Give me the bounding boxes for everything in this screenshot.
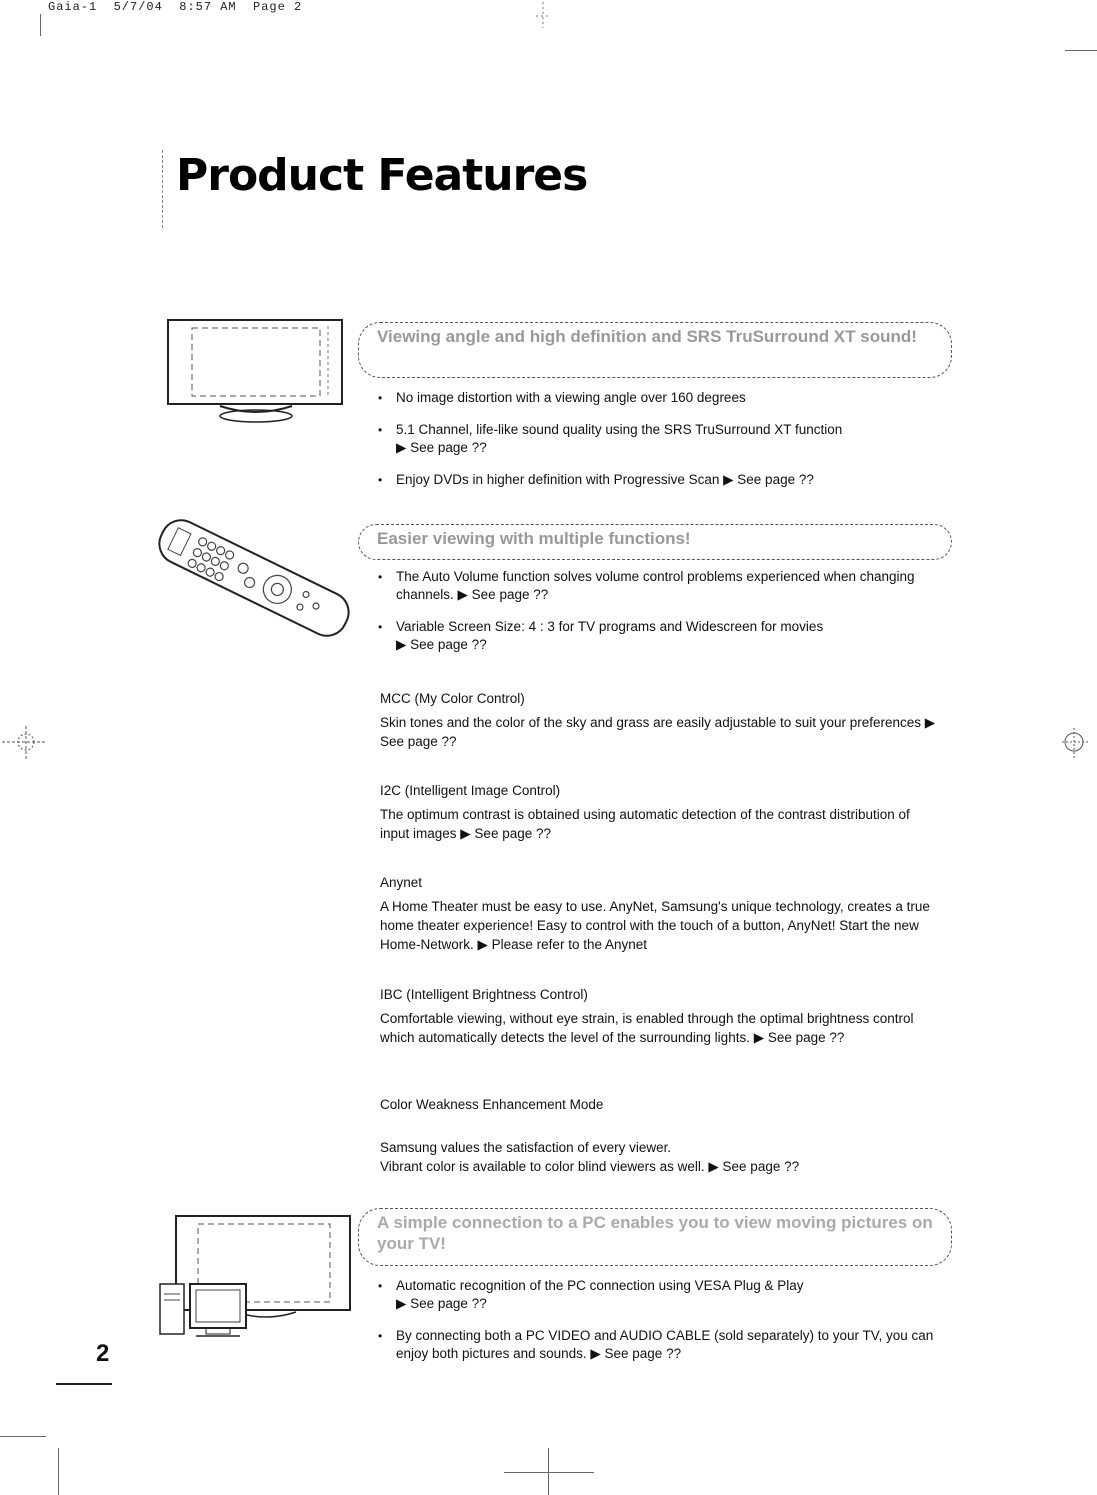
crop-mark-left-top xyxy=(40,14,41,36)
crop-mark-bottom-left-v xyxy=(58,1448,59,1495)
bullet-text: By connecting both a PC VIDEO and AUDIO CABLE (sold separately) to your TV, you can enjoy both pictures and sounds. ▶ See page ?? xyxy=(396,1328,934,1361)
feature-heading: Anynet xyxy=(380,875,423,890)
section2-banner xyxy=(358,524,952,560)
feature-mcc xyxy=(380,689,940,751)
bullet-text: No image distortion with a viewing angle over 160 degrees xyxy=(396,390,746,405)
list-item xyxy=(378,1277,938,1313)
bullet-text: Enjoy DVDs in higher definition with Progressive Scan ▶ See page ?? xyxy=(396,472,814,487)
feature-body: A Home Theater must be easy to use. AnyNet, Samsung's unique technology, creates a true home theater experience! Easy to control with the touch of a button, AnyNet! Start the new Home-Network. ▶ Please refer to the Anynet xyxy=(380,899,930,952)
feature-i2c xyxy=(380,781,940,843)
bullet-see-page: ▶ See page ?? xyxy=(396,637,487,652)
crop-mark-bottom-center-v xyxy=(548,1448,549,1495)
list-item xyxy=(378,389,938,407)
bullet-see-page: ▶ See page ?? xyxy=(396,440,487,455)
section2-bullets xyxy=(378,568,938,668)
feature-anynet xyxy=(380,873,940,954)
registration-mark-icon xyxy=(528,0,558,30)
feature-ibc xyxy=(380,985,940,1047)
bullet-text: 5.1 Channel, life-like sound quality using the SRS TruSurround XT function xyxy=(396,422,843,437)
page-number: 2 xyxy=(96,1340,110,1367)
section3-banner xyxy=(358,1208,952,1266)
list-item xyxy=(378,1327,938,1363)
bullet-text: Automatic recognition of the PC connection using VESA Plug & Play xyxy=(396,1278,804,1293)
list-item xyxy=(378,618,938,654)
page-number-rule xyxy=(56,1383,112,1385)
registration-mark-icon xyxy=(1058,724,1094,764)
feature-color-weakness xyxy=(380,1076,940,1176)
feature-body: Comfortable viewing, without eye strain, is enabled through the optimal brightness control which automatically detects the level of the surrounding lights. ▶ See page ?? xyxy=(380,1011,914,1045)
bullet-see-page: ▶ See page ?? xyxy=(396,1296,487,1311)
section1-bullets xyxy=(378,389,938,503)
list-item xyxy=(378,471,938,489)
page-title: Product Features xyxy=(176,150,588,201)
crop-mark-bottom-center-h xyxy=(504,1472,594,1473)
tv-icon xyxy=(166,318,346,428)
title-rule xyxy=(162,150,163,228)
list-item xyxy=(378,421,938,457)
tv-with-pc-icon xyxy=(156,1214,356,1344)
crop-mark-bottom-left-h xyxy=(0,1436,46,1437)
feature-body: Samsung values the satisfaction of every viewer. Vibrant color is available to color blind viewers as well. ▶ See page ?? xyxy=(380,1140,800,1174)
section3-banner-text: A simple connection to a PC enables you to view moving pictures on your TV! xyxy=(377,1213,933,1253)
crop-mark-top-right xyxy=(1065,50,1097,51)
print-slug: Gaia-1 5/7/04 8:57 AM Page 2 xyxy=(48,0,303,14)
feature-heading: IBC (Intelligent Brightness Control) xyxy=(380,987,588,1002)
feature-body: The optimum contrast is obtained using automatic detection of the contrast distribution of input images ▶ See page ?? xyxy=(380,807,910,841)
section2-banner-text: Easier viewing with multiple functions! xyxy=(377,529,691,548)
feature-body: Skin tones and the color of the sky and grass are easily adjustable to suit your preferences ▶ See page ?? xyxy=(380,715,936,749)
remote-control-icon xyxy=(144,518,364,638)
feature-heading: I2C (Intelligent Image Control) xyxy=(380,783,561,798)
feature-heading: MCC (My Color Control) xyxy=(380,691,525,706)
section3-bullets xyxy=(378,1277,938,1377)
section1-banner xyxy=(358,322,952,378)
registration-mark-icon xyxy=(0,724,50,764)
list-item xyxy=(378,568,938,604)
bullet-text: The Auto Volume function solves volume control problems experienced when changing channels. ▶ See page ?? xyxy=(396,569,915,602)
feature-heading: Color Weakness Enhancement Mode xyxy=(380,1097,604,1112)
section1-banner-text: Viewing angle and high definition and SRS TruSurround XT sound! xyxy=(377,327,917,346)
bullet-text: Variable Screen Size: 4 : 3 for TV programs and Widescreen for movies xyxy=(396,619,824,634)
